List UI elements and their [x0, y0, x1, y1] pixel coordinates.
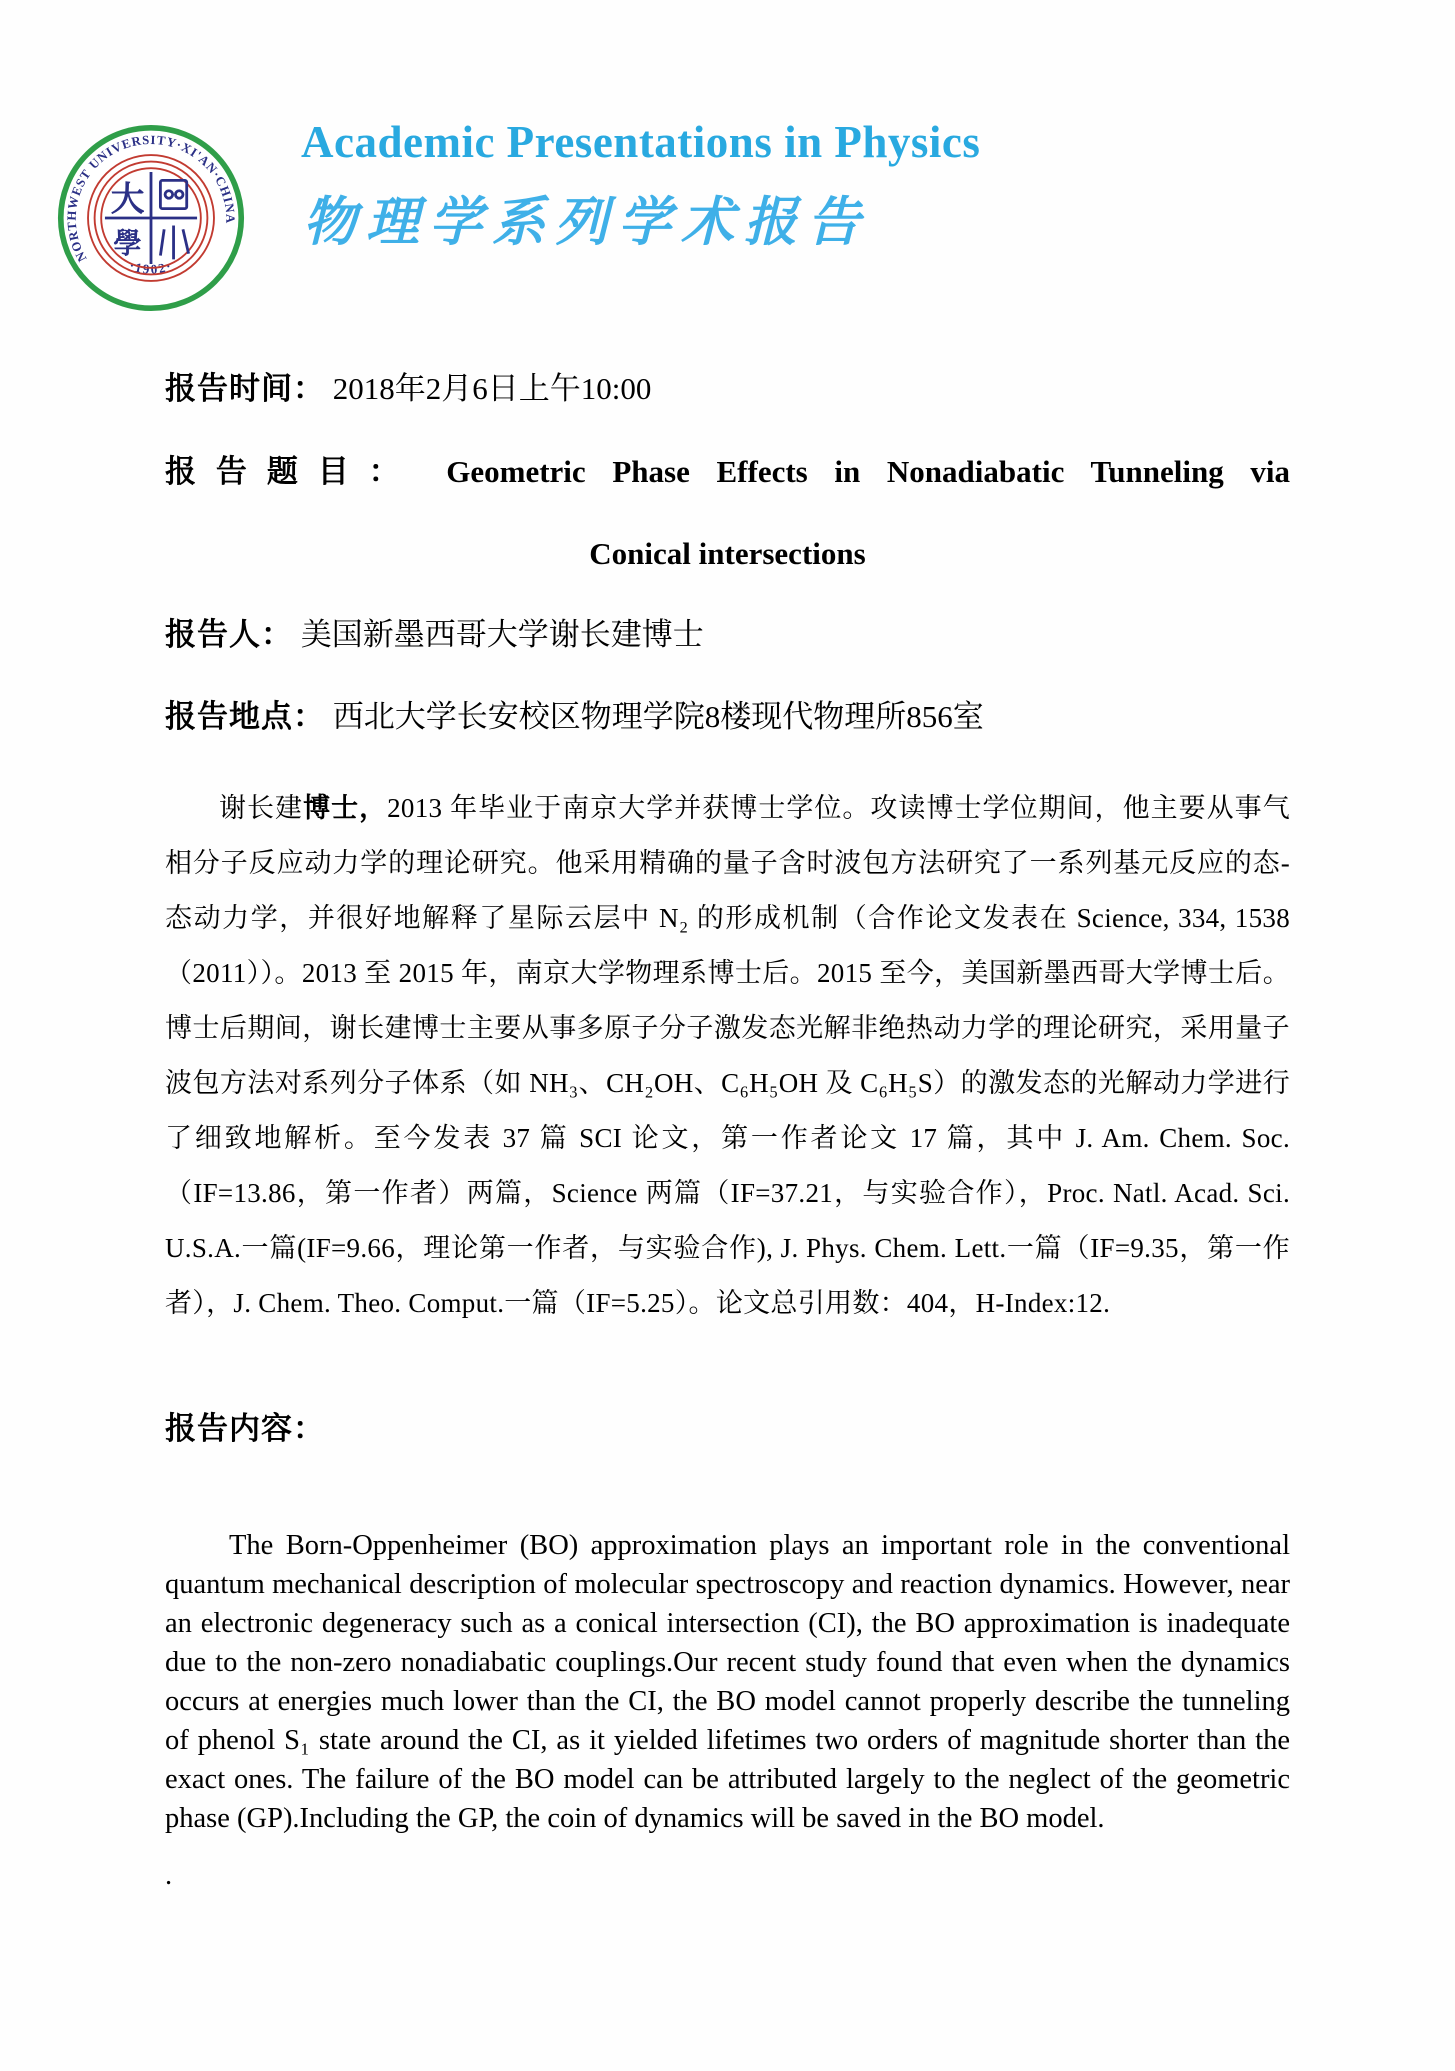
detail-time	[165, 370, 1290, 409]
venue-value: 西北大学长安校区物理学院8楼现代物理所856室	[332, 699, 984, 735]
bio-text: 2013 年毕业于南京大学并获博士学位。攻读博士学位期间，他主要从事气相分子反应动力学的理论研究。他采用精确的量子含时波包方法研究了一系列基元反应的态-态动力学，并很好地解释了星际云层中 N₂ 的形成机制（合作论文发表在 Science, 334, 1538（2011））。2013 至 2015 年，南京大学物理系博士后。2015 至今，美国新墨西哥大学博士后。博士后期间，谢长建博士主要从事多原子分子激发态光解非绝热动力学的理论研究，采用量子波包方法对系列分子体系（如 NH₃、CH₂OH、C₆H₅OH 及 C₆H₅S）的激发态的光解动力学进行了细致地解析。至今发表 37 篇 SCI 论文，第一作者论文 17 篇，其中 J. Am. Chem. Soc.（IF=13.86，第一作者）两篇，Science 两篇（IF=37.21，与实验合作），Proc. Natl. Acad. Sci. U.S.A.一篇(IF=9.66，理论第一作者，与实验合作), J. Phys. Chem. Lett.一篇（IF=9.35，第一作者），J. Chem. Theo. Comput.一篇（IF=5.25）。论文总引用数：404，H-Index:12.	[165, 793, 1290, 1318]
university-seal-icon	[57, 112, 245, 324]
logo-year-text: ·1902·	[127, 257, 175, 277]
logo-ring-text: NORTHWEST UNIVERSITY·XI'AN·CHINA	[64, 132, 238, 265]
logo-glyph-top: 大	[110, 181, 145, 219]
time-value: 2018年2月6日上午10:00	[332, 371, 652, 406]
bio-name-suffix: 博士，	[303, 793, 388, 823]
speaker-label: 报告人：	[165, 616, 293, 652]
seminar-details	[165, 370, 1290, 737]
trailing-period: .	[165, 1860, 173, 1891]
venue-label: 报告地点：	[165, 699, 325, 735]
speaker-value: 美国新墨西哥大学谢长建博士	[300, 616, 704, 652]
page-title: Academic Presentations in Physics	[301, 117, 981, 167]
title-block	[301, 112, 980, 252]
header	[0, 0, 1455, 324]
topic-value-line2: Conical intersections	[589, 535, 866, 571]
topic-value-line1: Geometric Phase Effects in Nonadiabatic Tunneling via	[446, 453, 1291, 489]
speaker-biography	[165, 781, 1290, 1331]
logo-glyph-bottom: 學	[113, 228, 142, 260]
detail-venue	[165, 698, 1290, 737]
time-label: 报告时间：	[165, 371, 325, 406]
detail-speaker	[165, 616, 1290, 655]
topic-label: 报告题目：	[165, 453, 420, 489]
page-subtitle-zh: 物理学系列学术报告	[303, 192, 870, 252]
university-logo	[57, 112, 245, 324]
bio-name: 谢长建	[219, 793, 304, 823]
detail-topic	[165, 453, 1290, 492]
content-heading: 报告内容：	[165, 1411, 325, 1446]
abstract-text: The Born-Oppenheimer (BO) approximation plays an important role in the conventional quantum mechanical description of molecular spectroscopy and reaction dynamics. However, near an electronic degeneracy such as a conical intersection (CI), the BO approximation is inadequate due to the non-zero nonadiabatic couplings.Our recent study found that even when the dynamics occurs at energies much lower than the CI, the BO model cannot properly describe the tunneling of phenol S₁ state around the CI, as it yielded lifetimes two orders of magnitude shorter than the exact ones. The failure of the BO model can be attributed largely to the neglect of the geometric phase (GP).Including the GP, the coin of dynamics will be saved in the BO model.	[165, 1530, 1290, 1834]
